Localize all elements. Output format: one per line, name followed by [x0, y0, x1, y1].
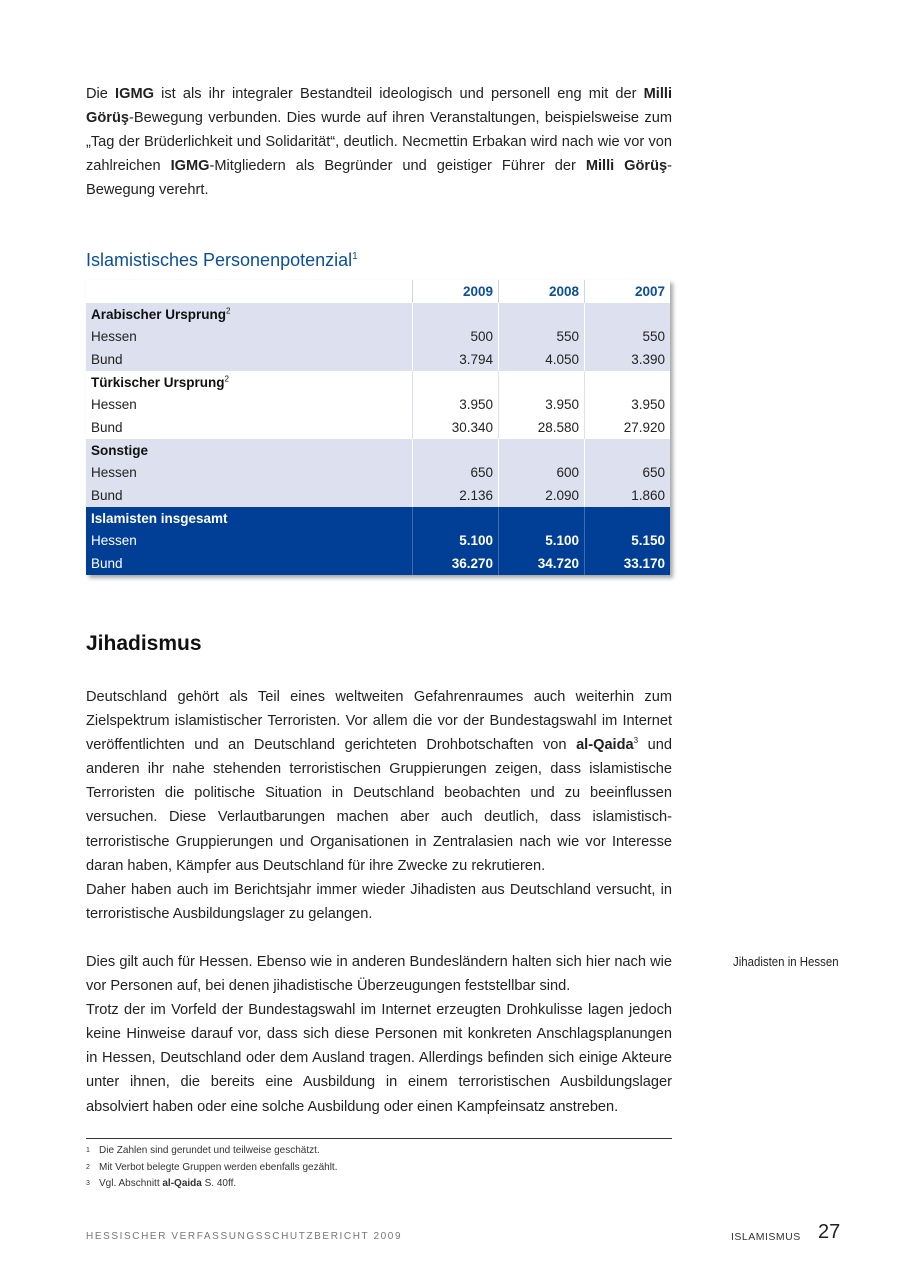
value-cell: 34.720 [498, 552, 584, 575]
table-row [86, 416, 670, 439]
footnote-number: 2 [86, 1163, 90, 1171]
value-cell: 600 [498, 462, 584, 485]
empty-cell [498, 371, 584, 394]
footnote [86, 1176, 338, 1193]
row-label: Bund [91, 419, 123, 435]
intro-text: -Mitgliedern als Begründer und geistiger Führer der [209, 158, 586, 175]
row-label: Hessen [91, 533, 137, 549]
row-label: Bund [91, 351, 123, 367]
value-cell: 4.050 [498, 348, 584, 371]
empty-cell [498, 507, 584, 530]
paragraph-block: Trotz der im Vorfeld der Bundestagswahl im Internet erzeugten Drohkulisse lagen jedoch keine Hinweise darauf vor, dass sich diese Personen mit konkreten Anschlagsplanungen in Hessen, Deutschland oder dem Ausland tragen. Allerdings befinden sich einige Akteure unter ihnen, die bereits eine Ausbildung in einem terroristischen Ausbildungslager absolviert haben oder eine solche Ausbildung oder einen Kampfeinsatz anstreben. [86, 1002, 672, 1115]
empty-cell [498, 439, 584, 462]
footer-report-title: HESSISCHER VERFASSUNGSSCHUTZBERICHT 2009 [86, 1231, 403, 1242]
value-cell: 27.920 [584, 416, 670, 439]
empty-cell [412, 507, 498, 530]
footnote-text-part: S. 40ff. [201, 1178, 237, 1189]
value-cell: 650 [412, 462, 498, 485]
table-row [86, 393, 670, 416]
group-header-arabischer-ursprung [86, 303, 670, 326]
group-header-tuerkischer-ursprung [86, 371, 670, 394]
paragraph-block [86, 685, 672, 878]
jihadismus-paragraph-2 [86, 950, 672, 1119]
table-row [86, 552, 670, 575]
empty-cell [498, 303, 584, 326]
value-cell: 5.100 [498, 530, 584, 553]
footnote [86, 1143, 338, 1160]
table-title-footnote-ref: 1 [352, 251, 358, 262]
footnote-text: Mit Verbot belegte Gruppen werden ebenfalls gezählt. [99, 1161, 338, 1173]
paragraph-text: Deutschland gehört als Teil eines weltweiten Gefahrenraumes auch weiterhin zum Zielspektrum islamistischer Terroristen. Vor allem die vor der Bundestagswahl im Internet veröffentlichten und an Deutschland gerichteten Drohbotschaften von [86, 689, 672, 754]
group-label-text: Türkischer Ursprung [91, 374, 225, 390]
personenpotenzial-table [86, 280, 670, 575]
intro-text: ist als ihr integraler Bestandteil ideologisch und personell eng mit der [153, 86, 644, 102]
footnote-divider [86, 1138, 672, 1139]
intro-text: -Bewegung verbunden. Dies wurde auf ihren Veranstaltungen, beispielsweise zum „Tag der Brüderlichkeit und Solidarität“, deutlich. Necmettin Erbakan wird nach wie vor von zahlreichen [86, 110, 672, 175]
intro-bold-igmg: IGMG [170, 158, 210, 175]
table-title [86, 250, 358, 271]
table-title-text: Islamistisches Personenpotenzial [86, 250, 353, 270]
section-heading: Jihadismus [86, 632, 202, 655]
group-footnote-ref: 2 [226, 306, 231, 316]
footnote-text [99, 1176, 236, 1193]
row-label: Bund [91, 488, 123, 504]
table-row [86, 530, 670, 553]
value-cell: 650 [584, 462, 670, 485]
table-row [86, 462, 670, 485]
table-row [86, 348, 670, 371]
group-label-text: Arabischer Ursprung [91, 306, 227, 322]
table-row [86, 325, 670, 348]
intro-paragraph [86, 82, 672, 202]
value-cell: 550 [498, 325, 584, 348]
footnote-text: Die Zahlen sind gerundet und teilweise geschätzt. [99, 1145, 320, 1156]
empty-cell [584, 371, 670, 394]
year-header: 2007 [584, 280, 670, 303]
value-cell: 28.580 [498, 416, 584, 439]
footnote-number: 1 [86, 1147, 90, 1154]
value-cell: 2.090 [498, 484, 584, 507]
footnote-ref: 3 [633, 736, 639, 746]
value-cell: 33.170 [584, 552, 670, 575]
intro-bold-milli-gorus: Milli Görüş [585, 158, 668, 175]
intro-text: Die [86, 86, 116, 102]
value-cell: 3.794 [412, 348, 498, 371]
empty-cell [584, 303, 670, 326]
group-label: Islamisten insgesamt [91, 510, 228, 526]
group-label [86, 375, 412, 390]
row-label: Hessen [91, 329, 137, 345]
value-cell: 3.390 [584, 348, 670, 371]
empty-cell [584, 507, 670, 530]
value-cell: 2.136 [412, 484, 498, 507]
page-number: 27 [818, 1221, 841, 1243]
row-label: Hessen [91, 465, 137, 481]
row-label: Hessen [91, 397, 137, 413]
footnote-number: 3 [86, 1180, 90, 1187]
value-cell: 1.860 [584, 484, 670, 507]
table-header-row [86, 280, 670, 303]
value-cell: 3.950 [584, 393, 670, 416]
value-cell: 30.340 [412, 416, 498, 439]
footnote-text-part: Vgl. Abschnitt [99, 1178, 163, 1189]
empty-cell [584, 439, 670, 462]
intro-bold-milli-gorus: Milli Görüş [86, 86, 673, 127]
paragraph-block: Daher haben auch im Berichtsjahr immer wieder Jihadisten aus Deutschland versucht, in terroristische Ausbildungslager zu gelangen. [86, 881, 672, 922]
footer-section-label: ISLAMISMUS [731, 1231, 801, 1243]
year-header: 2009 [412, 280, 498, 303]
empty-cell [412, 371, 498, 394]
value-cell: 5.100 [412, 530, 498, 553]
group-header-islamisten-insgesamt [86, 507, 670, 530]
table-row [86, 484, 670, 507]
group-header-sonstige [86, 439, 670, 462]
margin-note: Jihadisten in Hessen [733, 954, 839, 969]
value-cell: 36.270 [412, 552, 498, 575]
intro-text: -Bewegung verehrt. [86, 158, 673, 199]
group-label: Sonstige [91, 442, 149, 458]
group-footnote-ref: 2 [224, 374, 229, 384]
jihadismus-paragraph-1 [86, 685, 672, 926]
bold-al-qaida: al-Qaida [576, 737, 634, 754]
footnotes [86, 1143, 338, 1193]
year-header: 2008 [498, 280, 584, 303]
paragraph-text: und anderen ihr nahe stehenden terroristischen Gruppierungen zeigen, dass islamistische Terroristen die politische Situation in Deutschland beobachten und zu beeinflussen versuchen. Diese Verlautbarungen machen aber auch deutlich, dass islamistisch-terroristische Gruppierungen und Organisationen in Zentralasien nach wie vor Interesse daran haben, Kämpfer aus Deutschland für ihre Zwecke zu rekrutieren. [86, 737, 673, 874]
value-cell: 500 [412, 325, 498, 348]
row-label: Bund [91, 556, 123, 572]
value-cell: 550 [584, 325, 670, 348]
footnote-bold: al-Qaida [162, 1178, 202, 1189]
empty-cell [412, 303, 498, 326]
value-cell: 3.950 [498, 393, 584, 416]
group-label [86, 307, 412, 322]
intro-bold-igmg: IGMG [115, 86, 154, 102]
paragraph-block: Dies gilt auch für Hessen. Ebenso wie in anderen Bundesländern halten sich hier nach wie vor Personen auf, bei denen jihadistische Überzeugungen feststellbar sind. [86, 954, 672, 995]
value-cell: 3.950 [412, 393, 498, 416]
empty-cell [412, 439, 498, 462]
value-cell: 5.150 [584, 530, 670, 553]
footnote [86, 1160, 338, 1177]
